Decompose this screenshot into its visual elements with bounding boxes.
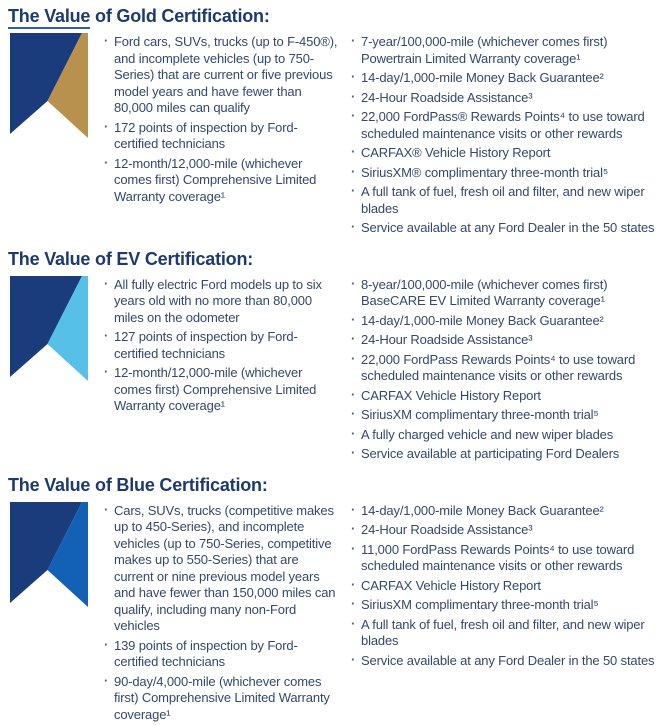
bullet-item: · A fully charged vehicle and new wiper blades [350,427,656,444]
ev-left-column [8,275,350,418]
blue-section-title [8,475,664,496]
ev-certified-flag-icon [10,276,88,383]
gold-title-text: of Gold Certification: [90,6,269,26]
bullet-item: · A full tank of fuel, fresh oil and filter, and new wiper blades [350,184,656,217]
ev-title-text: of EV Certification: [90,249,253,269]
blue-certified-flag-icon [10,502,88,609]
bullet-item: · 14-day/1,000-mile Money Back Guarantee² [350,70,656,87]
bullet-item: · 172 points of inspection by Ford-certified technicians [103,120,339,153]
blue-eligibility-list [103,503,339,726]
bullet-item: · 12-month/12,000-mile (whichever comes first) Comprehensive Limited Warranty coverage¹ [103,156,339,206]
bullet-item: · SiriusXM complimentary three-month trial⁵ [350,597,656,614]
bullet-item: · 12-month/12,000-mile (whichever comes first) Comprehensive Limited Warranty coverage¹ [103,365,339,415]
bullet-item: · 8-year/100,000-mile (whichever comes first) BaseCARE EV Limited Warranty coverage¹ [350,277,656,310]
gold-certified-flag-icon [10,33,88,140]
ev-eligibility-list [103,277,339,418]
gold-section-title [8,6,664,27]
bullet-item: · 11,000 FordPass Rewards Points⁴ to use toward scheduled maintenance visits or other rewards [350,542,656,575]
ev-title-prefix: The Value [8,249,90,269]
gold-left-column [8,32,350,208]
ev-benefits-list [350,277,656,466]
blue-left-column [8,501,350,726]
bullet-item: · 22,000 FordPass® Rewards Points⁴ to use toward scheduled maintenance visits or other rewards [350,109,656,142]
bullet-item: · 22,000 FordPass Rewards Points⁴ to use toward scheduled maintenance visits or other rewards [350,352,656,385]
bullet-item: · Service available at any Ford Dealer in the 50 states [350,220,656,237]
bullet-item: · CARFAX Vehicle History Report [350,388,656,405]
ev-section-title [8,249,664,270]
bullet-item: · All fully electric Ford models up to six years old with no more than 80,000 miles on the odometer [103,277,339,327]
section-ev-certification [8,249,664,466]
bullet-item: · 90-day/4,000-mile (whichever comes first) Comprehensive Limited Warranty coverage¹ [103,674,339,724]
bullet-item: · 24-Hour Roadside Assistance³ [350,522,656,539]
gold-eligibility-list [103,34,339,208]
bullet-item: · A full tank of fuel, fresh oil and filter, and new wiper blades [350,617,656,650]
bullet-item: · 14-day/1,000-mile Money Back Guarantee² [350,313,656,330]
bullet-item: · Service available at participating Ford Dealers [350,446,656,463]
blue-title-text: of Blue Certification: [90,475,267,495]
bullet-item: · 7-year/100,000-mile (whichever comes first) Powertrain Limited Warranty coverage¹ [350,34,656,67]
bullet-item: · Ford cars, SUVs, trucks (up to F-450®), and incomplete vehicles (up to 750-Series) that are current or five previous model years and have fewer than 80,000 miles can qualify [103,34,339,117]
bullet-item: · 24-Hour Roadside Assistance³ [350,332,656,349]
bullet-item: · SiriusXM complimentary three-month trial⁵ [350,407,656,424]
the-value-link[interactable]: The Value [8,6,90,29]
bullet-item: · 139 points of inspection by Ford-certified technicians [103,638,339,671]
bullet-item: · 127 points of inspection by Ford-certified technicians [103,329,339,362]
section-gold-certification [8,6,664,240]
blue-title-prefix: The Value [8,475,90,495]
bullet-item: · CARFAX® Vehicle History Report [350,145,656,162]
blue-benefits-list [350,503,656,673]
bullet-item: · 14-day/1,000-mile Money Back Guarantee² [350,503,656,520]
bullet-item: · CARFAX Vehicle History Report [350,578,656,595]
bullet-item: · SiriusXM® complimentary three-month trial⁵ [350,165,656,182]
section-blue-certification [8,475,664,726]
bullet-item: · 24-Hour Roadside Assistance³ [350,90,656,107]
bullet-item: · Cars, SUVs, trucks (competitive makes up to 450-Series), and incomplete vehicles (up to 750-Series, competitive makes up to 550-Series) that are current or nine previous model years and have fewer than 150,000 miles can qualify, including many non-Ford vehicles [103,503,339,635]
gold-benefits-list [350,34,656,240]
bullet-item: · Service available at any Ford Dealer in the 50 states [350,653,656,670]
